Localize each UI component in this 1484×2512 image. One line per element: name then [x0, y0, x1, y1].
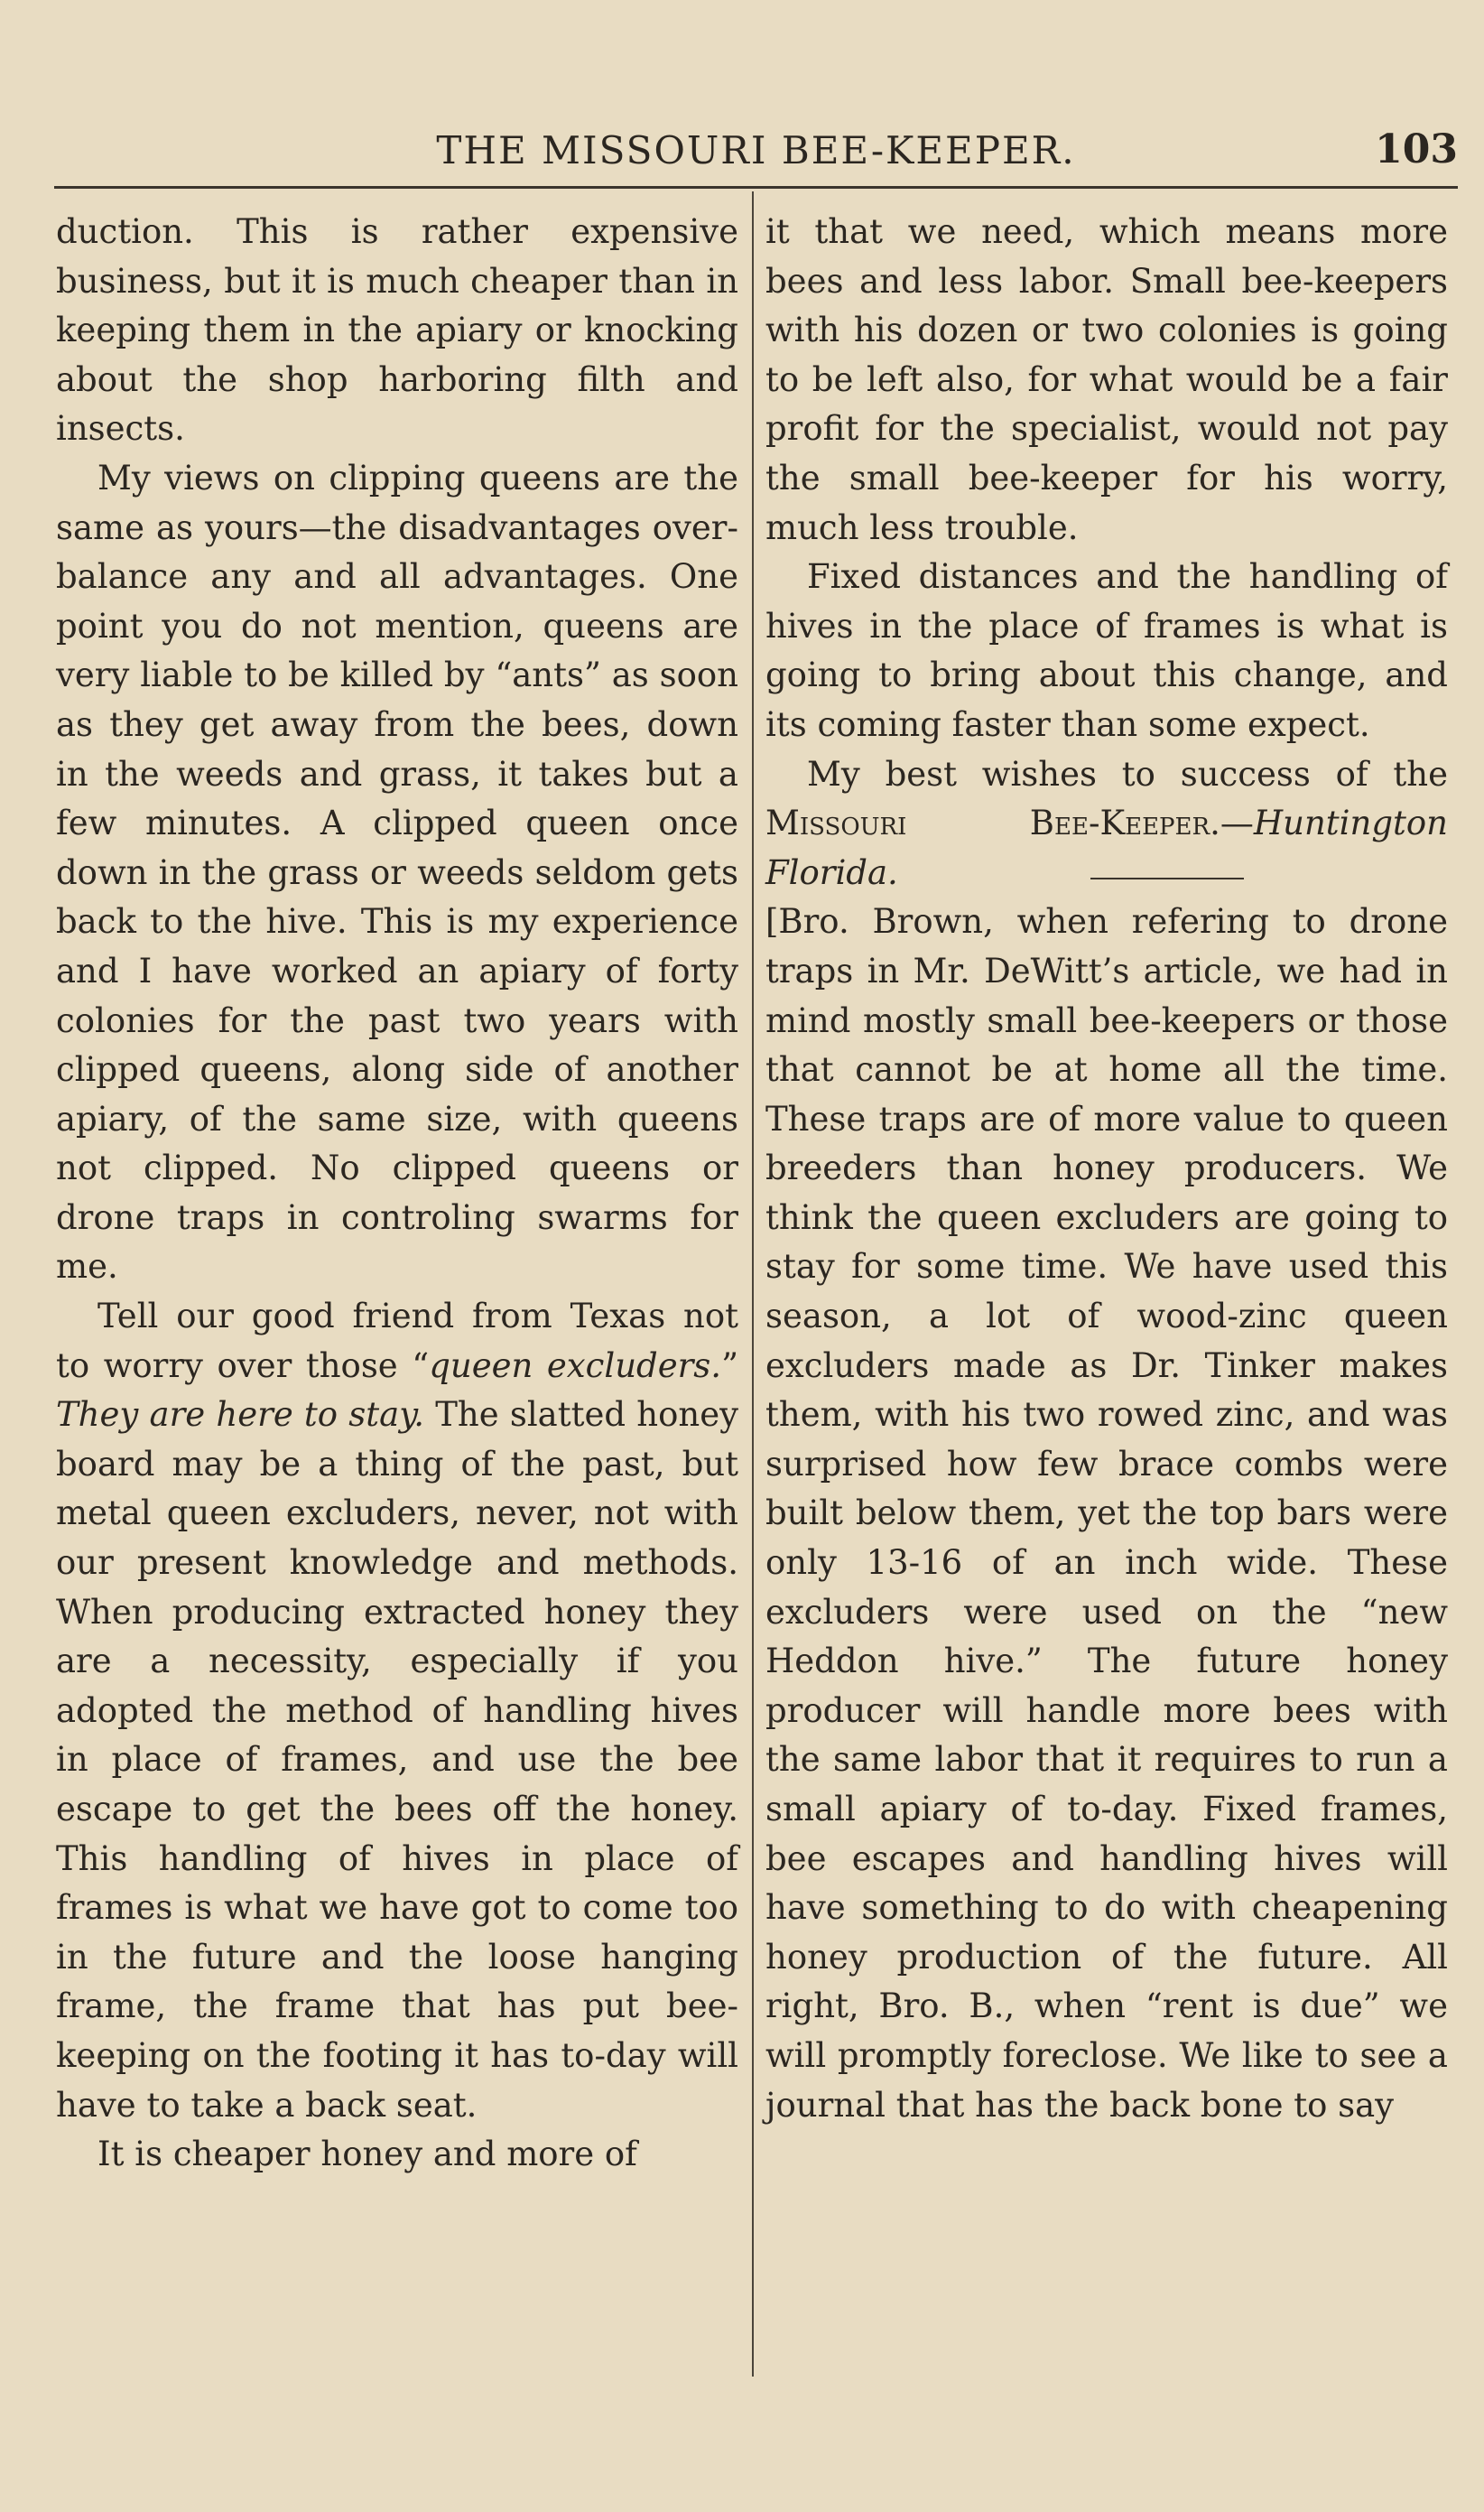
left-column: [56, 208, 738, 2180]
journal-name-smallcaps: Missouri Bee-Keeper.: [765, 804, 1220, 843]
left-p3-text-c: The slatted honey board may be a thing of the past, but metal queen excluders, never, not with our present knowledge and methods. When producing extracted honey they are a necessity, especially if you adopted the method of handling hives in place of frames, and use the bee escape to get the bees off the honey. This handling of hives in place of frames is what we have got to come too in the future and the loose hanging frame, the frame that has put bee-keeping on the footing it has to-day will have to take a back seat.: [56, 1395, 738, 2125]
author-location: Huntington Florida.: [765, 804, 1448, 892]
left-p3-italic-2: They are here to stay.: [56, 1395, 424, 1435]
left-p3-text-a: Tell our good friend from Texas not to worry over those “: [56, 1297, 738, 1385]
editor-note: [Bro. Brown, when refering to drone traps in Mr. DeWitt’s article, we had in mind mostly small bee-keepers or those that cannot be at home all the time. These traps are of more value to queen breeders than honey producers. We think the queen excluders are going to stay for some time. We have used this season, a lot of wood-zinc queen excluders made as Dr. Tinker makes them, with his two rowed zinc, and was surprised how few brace combs were built below them, yet the top bars were only 13-16 of an inch wide. These excluders were used on the “new Heddon hive.” The future honey producer will handle more bees with the same labor that it requires to run a small apiary of to-day. Fixed frames, bee escapes and handling hives will have something to do with cheapening honey production of the future. All right, Bro. B., when “rent is due” we will promptly foreclose. We like to see a journal that has the back bone to say: [765, 902, 1448, 2125]
left-paragraph-3: [56, 1292, 738, 2130]
right-p3-text-a: My best wishes to success of the: [807, 754, 1448, 794]
left-p3-italic-1: queen excluders.: [429, 1345, 722, 1385]
header-rule: [54, 186, 1458, 189]
article-separator-rule: [1090, 878, 1244, 879]
left-p3-text-b: ”: [721, 1345, 738, 1385]
right-paragraph-3: [765, 750, 1448, 898]
left-paragraph-2: My views on clipping queens are the same as yours—the disadvantages over-balance any and all advantages. One point you do not mention, queens are very liable to be killed by “ants” as soon as they get away from the bees, down in the weeds and grass, it takes but a few minutes. A clipped queen once down in the grass or weeds seldom gets back to the hive. This is my experience and I have worked an apiary of forty colonies for the past two years with clipped queens, along side of another apiary, of the same size, with queens not clipped. No clipped queens or drone traps in controling swarms for me.: [56, 458, 738, 1287]
left-paragraph-1: duction. This is rather expensive business, but it is much cheaper than in keeping them in the apiary or knocking about the shop harboring filth and insects.: [56, 212, 738, 449]
right-column: [765, 208, 1448, 2130]
right-paragraph-2: Fixed distances and the handling of hives in the place of frames is what is going to bring about this change, and its coming faster than some expect.: [765, 557, 1448, 744]
left-paragraph-4: It is cheaper honey and more of: [97, 2135, 637, 2174]
right-paragraph-1: it that we need, which means more bees and less labor. Small bee-keepers with his dozen or two colonies is going to be left also, for what would be a fair profit for the specialist, would not pay the small bee-keeper for his worry, much less trouble.: [765, 212, 1448, 547]
journal-title: THE MISSOURI BEE-KEEPER.: [436, 128, 1076, 172]
page-number: 103: [1375, 126, 1458, 172]
right-p3-dash: —: [1220, 804, 1254, 843]
column-divider: [752, 191, 754, 2377]
running-head: [54, 125, 1458, 188]
